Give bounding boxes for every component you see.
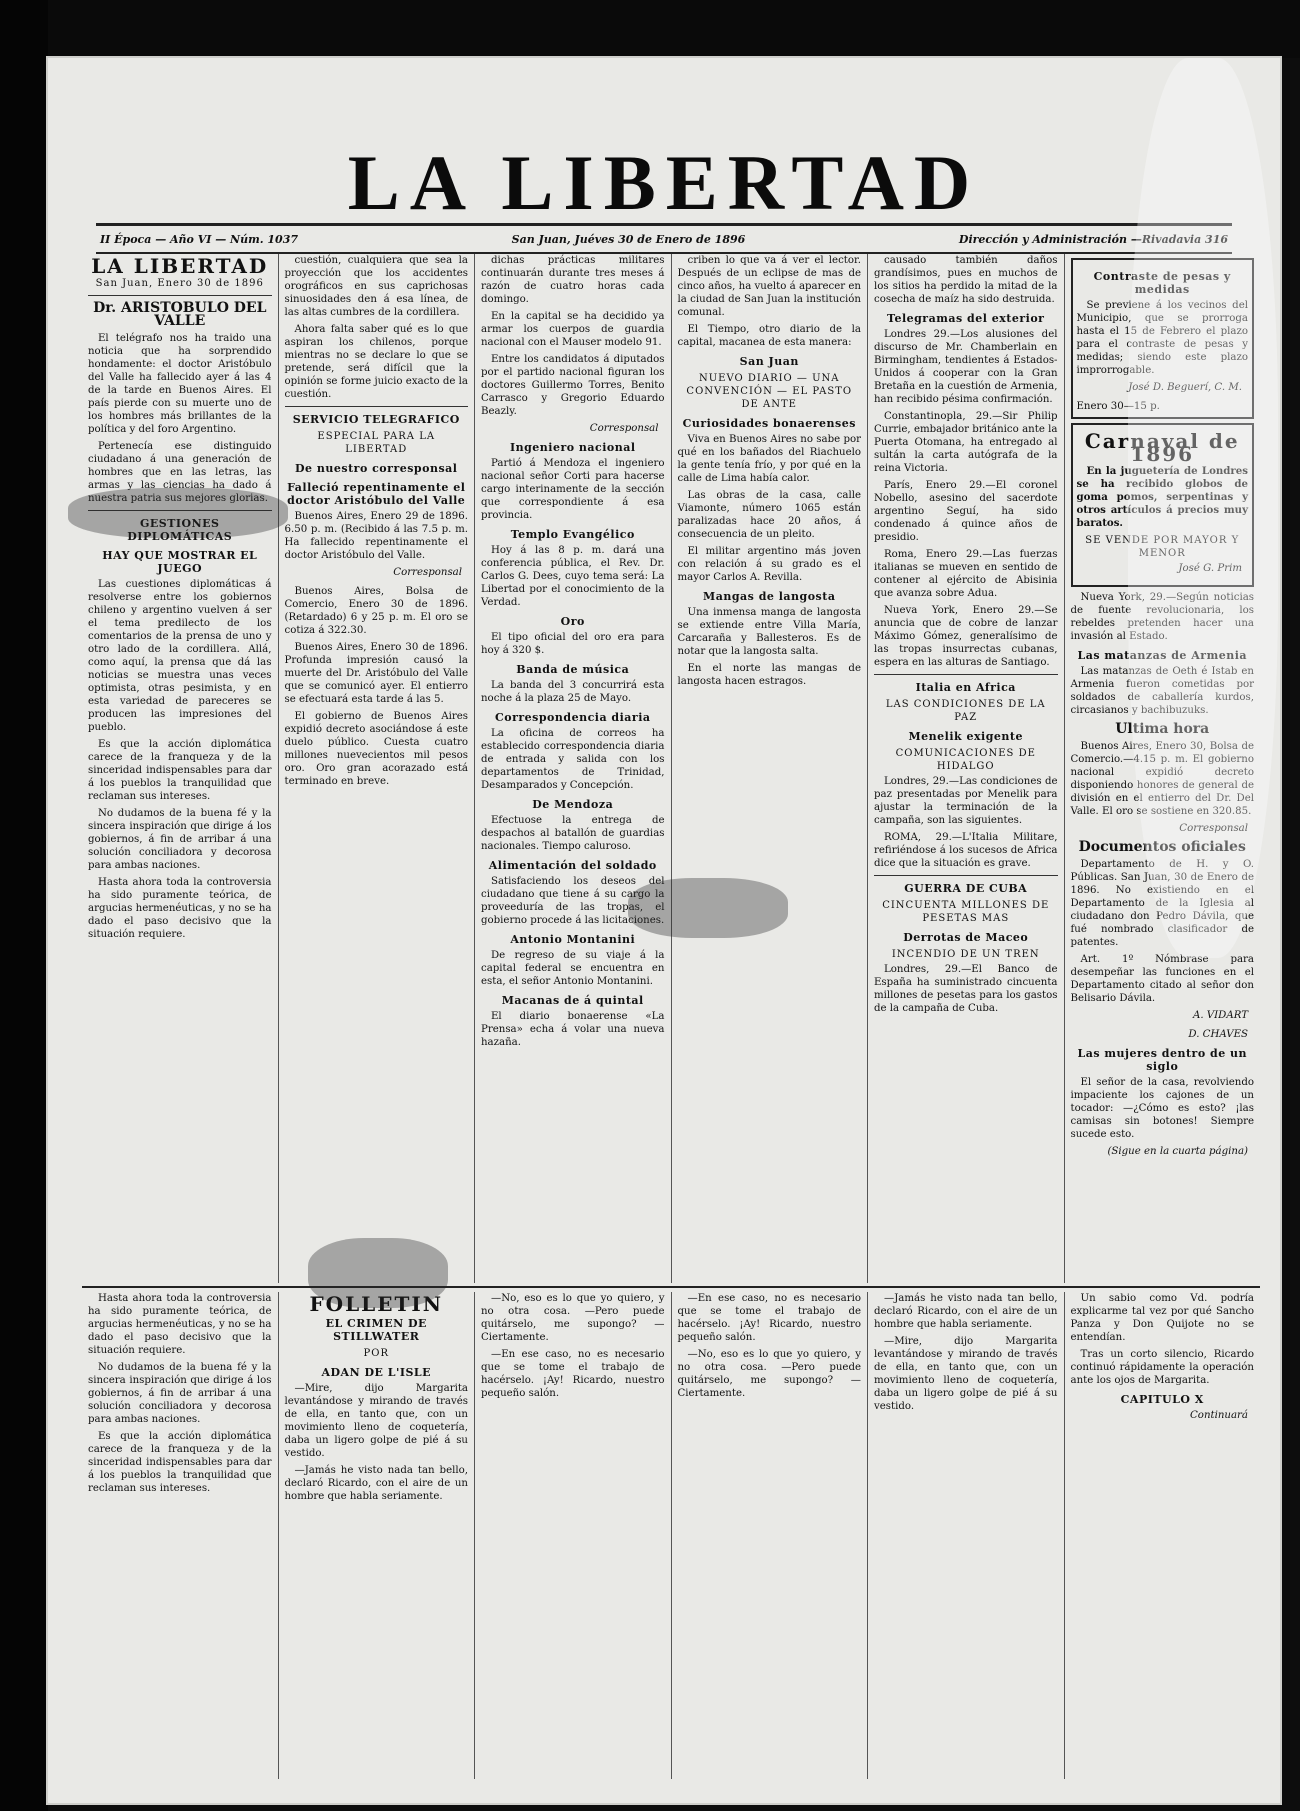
kicker: LA LIBERTAD (91, 254, 269, 278)
item-headline: Oro (560, 615, 585, 628)
paragraph: causado también daños grandísimos, pues en muchos de los sitios ha perdido la mitad de la cosecha de maíz ha sido destruida. (874, 255, 1058, 305)
section-subtitle: COMUNICACIONES DE HIDALGO (895, 748, 1036, 772)
section-subtitle: LAS CONDICIONES DE LA PAZ (885, 699, 1046, 723)
masthead (48, 138, 1280, 228)
column-1 (82, 254, 279, 1283)
paragraph: Las cuestiones diplomáticas á resolverse entre los gobiernos chileno y argentino vuelven á ser el tema predilecto de los comentarios de la prensa de uno y otro lado de la cordillera. Allá, como aquí, la prensa que dá las noticias se muestra unas veces optimista, otras pesimista, y en esta variedad de pareceres se producen las impresiones del pueblo. (88, 579, 272, 733)
folletin-column-1 (279, 1292, 476, 1779)
signature: José D. Beguerí, C. M. (1128, 382, 1242, 393)
ad-title: Carnaval de 1896 (1084, 429, 1240, 466)
paragraph: ROMA, 29.—L'Italia Militare, refiriéndose á los sucesos de Africa dice que la situación es grave. (874, 832, 1058, 869)
paragraph: Una inmensa manga de langosta se extiende entre Villa María, Carcaraña y Ballesteros. Es de notar que la langosta salta. (677, 607, 861, 657)
folletin-columns (82, 1286, 1260, 1779)
paragraph: Satisfaciendo los deseos del ciudadano que tiene á su cargo la proveeduría de las tropas, el gobierno procede á las licitaciones. (481, 876, 665, 926)
paragraph: Viva en Buenos Aires no sabe por qué en los bañados del Riachuelo la gente tenía frío, y por qué en la calle de Lima había calor. (677, 434, 861, 484)
signature: A. VIDART (1192, 1010, 1248, 1021)
paragraph: —Jamás he visto nada tan bello, declaró Ricardo, con el aire de un hombre que habla seriamente. (284, 1465, 468, 1502)
paragraph: El Tiempo, otro diario de la capital, macanea de esta manera: (677, 324, 861, 348)
issue-date: San Juan, Juéves 30 de Enero de 1896 (511, 232, 746, 246)
paragraph: criben lo que va á ver el lector. Después de un eclipse de mas de cinco años, ha vuelto á aparecer en la ciudad de San Juan la institución comunal. (677, 255, 861, 318)
signature: Corresponsal (1179, 823, 1248, 834)
headline: Dr. ARISTOBULO DEL VALLE (93, 300, 267, 329)
section-subtitle: INCENDIO DE UN TREN (891, 949, 1040, 960)
paragraph: Hasta ahora toda la controversia ha sido puramente teórica, de argucias hermenéuticas, y no se ha dado el paso decisivo que la situación requiere. (88, 877, 272, 940)
item-headline: Curiosidades bonaerenses (682, 417, 856, 430)
column-3 (475, 254, 672, 1283)
paragraph: —No, eso es lo que yo quiero, y no otra cosa. —Pero puede quitárselo, me supongo? —Ciertamente. (677, 1349, 861, 1399)
issue-number: II Época — Año VI — Núm. 1037 (100, 232, 299, 246)
column-2 (279, 254, 476, 1283)
paragraph: En el norte las mangas de langosta hacen estragos. (677, 663, 861, 687)
signature: Corresponsal (393, 567, 462, 578)
issue-address: Dirección y Administración —Rivadavia 316 (958, 232, 1228, 246)
folletin-by: POR (363, 1348, 389, 1359)
item-headline: Las matanzas de Armenia (1077, 649, 1248, 662)
column-1-bottom (82, 1292, 279, 1779)
item-headline: Templo Evangélico (510, 528, 635, 541)
column-4 (672, 254, 869, 1283)
paragraph: cuestión, cualquiera que sea la proyección que los accidentes orográficos en sus caprichosas sinuosidades den á esa línea, de las altas cumbres de la cordillera. (284, 255, 468, 318)
paragraph: El gobierno de Buenos Aires expidió decreto asociándose á este duelo público. Cuesta cuatro millones nuevecientos mil pesos oro. Oro gran acorazado está terminado en breve. (284, 711, 468, 787)
signature: José G. Prim (1178, 563, 1242, 574)
paragraph: Partió á Mendoza el ingeniero nacional señor Corti para hacerse cargo interinamente de la sección que correspondiente á esa provincia. (481, 458, 665, 521)
chapter-heading: CAPITULO X (1120, 1393, 1204, 1406)
paragraph: Tras un corto silencio, Ricardo continuó rápidamente la operación ante los ojos de Margarita. (1070, 1349, 1254, 1386)
item-headline: Ingeniero nacional (509, 441, 636, 454)
paragraph: El tipo oficial del oro era para hoy á 320 $. (481, 632, 665, 656)
section-subtitle: Menelik exigente (908, 730, 1023, 743)
paragraph: Art. 1º Nómbrase para desempeñar las funciones en el Departamento citado al señor don Belisario Dávila. (1070, 954, 1254, 1004)
paragraph: La banda del 3 concurrirá esta noche á la plaza 25 de Mayo. (481, 680, 665, 704)
folletin-column-5 (1065, 1292, 1261, 1779)
paragraph: Constantinopla, 29.—Sir Philip Currie, embajador británico ante la Puerta Otomana, ha entregado al sultán la carta autógrafa de la reina Victoria. (874, 411, 1058, 474)
paragraph: Es que la acción diplomática carece de la franqueza y de la sinceridad indispensables para dar á los pueblos la tranquilidad que reclaman sus intereses. (88, 1431, 272, 1494)
section-title: Telegramas del exterior (887, 312, 1045, 325)
dateline: San Juan, Enero 30 de 1896 (95, 278, 264, 289)
paragraph: —Mire, dijo Margarita levantándose y mirando de través de ella, en tanto que, con un movimiento lleno de coquetería, daba un ligero golpe de pié á su vestido. (284, 1383, 468, 1459)
paragraph: Buenos Aires, Enero 30, Bolsa de Comercio.—4.15 p. m. El gobierno nacional expidió decreto disponiendo honores de general de división en el entierro del Dr. Del Valle. El oro se sostiene en 320.85. (1070, 741, 1254, 817)
paragraph: —En ese caso, no es necesario que se tome el trabajo de hacérselo. ¡Ay! Ricardo, nuestro pequeño salón. (677, 1293, 861, 1343)
paragraph: Entre los candidatos á diputados por el partido nacional figuran los doctores Guillermo Torres, Benito Carrasco y Gregorio Eduardo Beazly. (481, 354, 665, 417)
paragraph: Pertenecía ese distinguido ciudadano á una generación de hombres que en las letras, las armas y las ciencias ha dado á nuestra patria sus mejores glorias. (88, 441, 272, 504)
folletin-column-3 (672, 1292, 869, 1779)
signature: Corresponsal (589, 423, 659, 434)
section-title: GESTIONES DIPLOMÁTICAS (127, 517, 233, 543)
section-title: Ultima hora (1115, 721, 1210, 737)
section-subtitle: HAY QUE MOSTRAR EL JUEGO (102, 549, 258, 575)
section-title: Italia en Africa (915, 681, 1016, 694)
paragraph: Es que la acción diplomática carece de la franqueza y de la sinceridad indispensables para dar á los pueblos la tranquilidad que reclaman sus intereses. (88, 739, 272, 802)
paragraph: En la capital se ha decidido ya armar los cuerpos de guardia nacional con el Mauser modelo 91. (481, 311, 665, 348)
paragraph: Buenos Aires, Enero 30 de 1896. Profunda impresión causó la muerte del Dr. Aristóbulo del Valle que se comunicó ayer. El entierro se efectuará esta tarde á las 5. (284, 642, 468, 705)
paragraph: No dudamos de la buena fé y la sincera inspiración que dirige á los gobiernos, á fin de arribar á una solución conciliadora y decorosa para ambas naciones. (88, 1362, 272, 1425)
paragraph: Londres 29.—Los alusiones del discurso de Mr. Chamberlain en Birmingham, tendientes á Estados-Unidos á cooperar con la Gran Bretaña en la cuestión de Armenia, han recibido pésima confirmación. (874, 329, 1058, 405)
signature: D. CHAVES (1188, 1029, 1248, 1040)
paragraph: Hasta ahora toda la controversia ha sido puramente teórica, de argucias hermenéuticas, y no se ha dado el paso decisivo que la situación requiere. (88, 1293, 272, 1356)
paragraph: Un sabio como Vd. podría explicarme tal vez por qué Sancho Panza y Don Quijote no se entendían. (1070, 1293, 1254, 1343)
folletin-author: ADAN DE L'ISLE (321, 1366, 432, 1379)
paragraph: —Jamás he visto nada tan bello, declaró Ricardo, con el aire de un hombre que habla seriamente. (874, 1293, 1058, 1330)
paragraph: Las obras de la casa, calle Viamonte, número 1065 están paralizadas hace 20 años, á consecuencia de un pleito. (677, 490, 861, 540)
item-headline: Antonio Montanini (510, 933, 636, 946)
item-headline: Banda de música (516, 663, 630, 676)
paragraph: dichas prácticas militares continuarán durante tres meses á razón de cuatro horas cada domingo. (481, 255, 665, 305)
paragraph: El militar argentino más joven con relación á su grado es el mayor Carlos A. Revilla. (677, 546, 861, 583)
ad-subtitle: SE VENDE POR MAYOR Y MENOR (1085, 535, 1240, 559)
paragraph: Nueva York, 29.—Según noticias de fuente revolucionaria, los rebeldes pretenden hacer una invasión al Estado. (1070, 592, 1254, 642)
divider (874, 875, 1058, 876)
paragraph: —No, eso es lo que yo quiero, y no otra cosa. —Pero puede quitárselo, me supongo? —Ciertamente. (481, 1293, 665, 1343)
notice-title: Contraste de pesas y medidas (1093, 270, 1231, 296)
folletin-kicker: FOLLETIN (309, 1292, 443, 1316)
paragraph: El diario bonaerense «La Prensa» echa á volar una nueva hazaña. (481, 1011, 665, 1048)
section-subtitle: De nuestro corresponsal (295, 462, 458, 475)
item-subheadline: NUEVO DIARIO — UNA CONVENCIÓN — EL PASTO DE ANTE (686, 373, 853, 410)
newspaper-title: LA LIBERTAD (347, 139, 981, 226)
paragraph: El señor de la casa, revolviendo impaciente los cajones de un tocador: —¿Cómo es esto? ¡las camisas sin botones! Siempre sucede esto. (1070, 1077, 1254, 1140)
item-headline: Alimentación del soldado (488, 859, 657, 872)
film-border-top (0, 0, 1300, 58)
item-headline: Mangas de langosta (703, 590, 836, 603)
folletin-title: EL CRIMEN DE STILLWATER (325, 1317, 427, 1343)
paragraph: Departamento de H. y O. Públicas. San Juan, 30 de Enero de 1896. No existiendo en el Departamento de la Iglesia al ciudadano don Pedro Dávila, que fué nombrado clasificador de patentes. (1070, 859, 1254, 948)
paragraph: —En ese caso, no es necesario que se tome el trabajo de hacérselo. ¡Ay! Ricardo, nuestro pequeño salón. (481, 1349, 665, 1399)
section-title: Documentos oficiales (1078, 839, 1246, 855)
paragraph: El telégrafo nos ha traido una noticia que ha sorprendido hondamente: el doctor Aristóbulo del Valle ha fallecido ayer á las 4 de la tarde en Buenos Aires. El país pierde con su muerte uno de los hombres más brillantes de la política y del foro Argentino. (88, 333, 272, 435)
paragraph: Buenos Aires, Enero 29 de 1896. 6.50 p. m. (Recibido á las 7.5 p. m. Ha fallecido repentinamente el doctor Aristóbulo del Valle. (284, 511, 468, 561)
paragraph: Londres, 29.—Las condiciones de paz presentadas por Menelik para ajustar la terminación de la campaña, son las siguientes. (874, 776, 1058, 826)
paragraph: Londres, 29.—El Banco de España ha suministrado cincuenta millones de pesetas para los gastos de la campaña de Cuba. (874, 964, 1058, 1014)
continued-note: (Sigue en la cuarta página) (1107, 1146, 1248, 1157)
section-subtitle: CINCUENTA MILLONES DE PESETAS MAS (882, 900, 1050, 924)
item-headline: Correspondencia diaria (494, 711, 651, 724)
section-subtitle: Derrotas de Maceo (903, 931, 1029, 944)
folletin-column-4 (868, 1292, 1065, 1779)
paragraph: Nueva York, Enero 29.—Se anuncia que de cobre de lanzar Máximo Gómez, generalísimo de las tropas insurrectas cubanas, espera en las alturas de Santiago. (874, 605, 1058, 668)
divider (88, 295, 272, 296)
paragraph: En la juguetería de Londres se ha recibido globos de goma pomos, serpentinas y otros artículos á precios muy baratos. (1076, 465, 1248, 529)
paragraph: La oficina de correos ha establecido correspondencia diaria de entrada y salida con los departamentos de Trinidad, Desamparados y Concepción. (481, 728, 665, 791)
continued-note: Continuará (1190, 1410, 1248, 1421)
notice-date: Enero 30—15 p. (1076, 401, 1160, 412)
section-title: SERVICIO TELEGRAFICO (292, 413, 460, 426)
section-subtitle: ESPECIAL PARA LA LIBERTAD (317, 431, 436, 455)
news-headline: Falleció repentinamente el doctor Aristóbulo del Valle (287, 481, 466, 507)
section-title: GUERRA DE CUBA (904, 882, 1028, 895)
issue-info-bar (96, 223, 1232, 254)
paragraph: —Mire, dijo Margarita levantándose y mirando de través de ella, en tanto que, con un movimiento lleno de coquetería, daba un ligero golpe de pié á su vestido. (874, 1336, 1058, 1412)
divider (874, 674, 1058, 675)
column-5 (868, 254, 1065, 1283)
columns (82, 254, 1260, 1283)
paragraph: No dudamos de la buena fé y la sincera inspiración que dirige á los gobiernos, á fin de arribar á una solución conciliadora y decorosa para ambas naciones. (88, 808, 272, 871)
paragraph: De regreso de su viaje á la capital federal se encuentra en esta, el señor Antonio Montanini. (481, 950, 665, 987)
film-border-left (0, 0, 48, 1811)
paragraph: Hoy á las 8 p. m. dará una conferencia pública, el Rev. Dr. Carlos G. Dees, cuyo tema será: La Libertad por el conocimiento de la Verdad. (481, 545, 665, 608)
paragraph: Efectuose la entrega de despachos al batallón de guardias nacionales. Tiempo caluroso. (481, 815, 665, 852)
folletin-column-2 (475, 1292, 672, 1779)
item-headline: San Juan (739, 355, 799, 368)
paragraph: Buenos Aires, Bolsa de Comercio, Enero 30 de 1896. (Retardado) 6 y 25 p. m. El oro se cotiza á 322.30. (284, 586, 468, 636)
item-headline: Las mujeres dentro de un siglo (1077, 1047, 1248, 1073)
paper-damage (628, 878, 788, 938)
newspaper-page (48, 58, 1280, 1803)
paragraph: Las matanzas de Oeth é Istab en Armenia fueron cometidas por soldados de caballería kurdos, circasianos y bachibuzuks. (1070, 666, 1254, 716)
paragraph: París, Enero 29.—El coronel Nobello, asesino del sacerdote argentino Seguí, ha sido condenado á quince años de presidio. (874, 480, 1058, 543)
item-headline: Macanas de á quintal (501, 994, 644, 1007)
item-headline: De Mendoza (532, 798, 614, 811)
paper-damage (308, 1238, 448, 1308)
paper-damage (68, 488, 288, 538)
paper-damage (1128, 58, 1278, 958)
paragraph: Ahora falta saber qué es lo que aspiran los chilenos, porque mientras no se declare lo que se pretende, será difícil que la opinión se forme juicio exacto de la cuestión. (284, 324, 468, 400)
divider (285, 406, 469, 407)
paragraph: Se previene á los vecinos del Municipio, que se prorroga hasta el 15 de Febrero el plazo para el contraste de pesas y medidas; siendo este plazo improrrogable. (1076, 300, 1248, 376)
paragraph: Roma, Enero 29.—Las fuerzas italianas se mueven en sentido de contener al ejército de Abisinia que avanza sobre Adua. (874, 549, 1058, 599)
